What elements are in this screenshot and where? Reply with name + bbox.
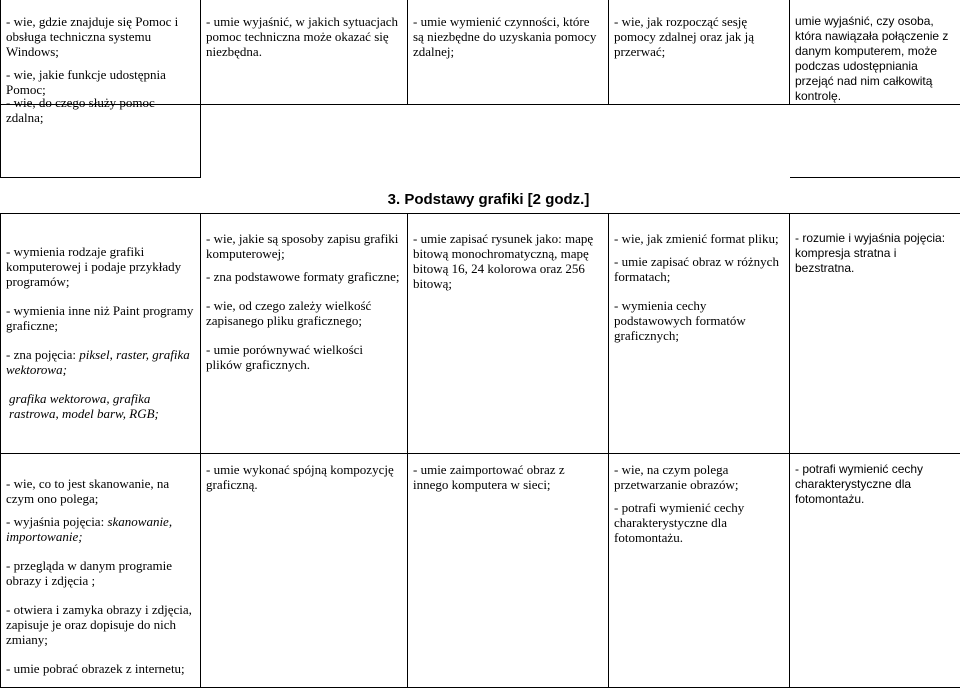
requirement-text: - wie, na czym polega przetwarzanie obrazów; — [614, 462, 784, 492]
requirement-text: - wie, gdzie znajduje się Pomoc i obsługa techniczna systemu Windows; — [6, 14, 195, 59]
requirement-text: - wie, jakie funkcje udostępnia Pomoc; — [6, 67, 195, 97]
table-cell-full — [609, 214, 790, 454]
requirement-text: - wie, jakie są sposoby zapisu grafiki komputerowej; — [206, 231, 402, 261]
empty-cell — [408, 87, 609, 177]
requirement-text: - wyjaśnia pojęcia: skanowanie, importowanie; — [6, 514, 195, 544]
requirement-text: - umie zapisać obraz w różnych formatach; — [614, 254, 784, 284]
requirement-text: - wie, jak zmienić format pliku; — [614, 231, 784, 246]
table-cell-intermediate — [201, 214, 408, 454]
requirement-text: grafika wektorowa, grafika rastrowa, model barw, RGB; — [6, 391, 195, 421]
empty-cell — [790, 87, 960, 177]
table-cell-intermediate — [201, 454, 408, 688]
table-row — [1, 214, 960, 454]
empty-cell — [609, 87, 790, 177]
requirement-text: - wymienia cechy podstawowych formatów graficznych; — [614, 298, 784, 343]
requirement-text: - otwiera i zamyka obrazy i zdjęcia, zapisuje je oraz dopisuje do nich zmiany; — [6, 602, 195, 647]
table-cell-basic — [1, 454, 201, 688]
requirement-text: - wie, co to jest skanowanie, na czym ono polega; — [6, 476, 195, 506]
requirement-text: - umie zaimportować obraz z innego komputera w sieci; — [413, 462, 603, 492]
requirement-text: - umie porównywać wielkości plików graficznych. — [206, 342, 402, 372]
requirement-text: - umie zapisać rysunek jako: mapę bitową monochromatyczną, mapę bitową 16, 24 kolorowa oraz 256 bitową; — [413, 231, 603, 291]
requirement-text: umie wyjaśnić, czy osoba, która nawiązała połączenie z danym komputerem, może podczas udostępniania przejąć nad nim całkowitą kontrolę. — [795, 14, 955, 104]
table-cell-basic — [1, 87, 201, 177]
requirement-text: - rozumie i wyjaśnia pojęcia: kompresja stratna i bezstratna. — [795, 231, 955, 276]
requirements-table-scanning — [0, 453, 960, 688]
requirement-text: - zna podstawowe formaty graficzne; — [206, 269, 402, 284]
requirement-text: - przegląda w danym programie obrazy i zdjęcia ; — [6, 558, 195, 588]
empty-cell — [201, 87, 408, 177]
section-heading: 3. Podstawy grafiki [2 godz.] — [0, 192, 960, 207]
requirement-text: - potrafi wymienić cechy charakterystyczne dla fotomontażu. — [614, 500, 784, 545]
requirement-text: - umie wymienić czynności, które są niezbędne do uzyskania pomocy zdalnej; — [413, 14, 603, 59]
table-cell-extended — [408, 454, 609, 688]
requirement-text: - wie, od czego zależy wielkość zapisanego pliku graficznego; — [206, 298, 402, 328]
requirement-text: - wie, do czego służy pomoc zdalna; — [6, 95, 195, 125]
requirement-text: - wie, jak rozpocząć sesję pomocy zdalnej oraz jak ją przerwać; — [614, 14, 784, 59]
requirement-text: - wymienia inne niż Paint programy graficzne; — [6, 303, 195, 333]
table-row — [1, 454, 960, 688]
requirements-table-help-lower — [0, 87, 960, 178]
table-cell-excellent — [790, 214, 960, 454]
requirement-text: - umie wyjaśnić, w jakich sytuacjach pomoc techniczna może okazać się niezbędna. — [206, 14, 402, 59]
requirement-text: - umie wykonać spójną kompozycję graficzną. — [206, 462, 402, 492]
requirement-text: - zna pojęcia: piksel, raster, grafika wektorowa; — [6, 347, 195, 377]
table-cell-extended — [408, 214, 609, 454]
table-cell-basic — [1, 214, 201, 454]
requirement-text: - potrafi wymienić cechy charakterystyczne dla fotomontażu. — [795, 462, 955, 507]
requirements-table-graphics — [0, 213, 960, 454]
requirement-text: - wymienia rodzaje grafiki komputerowej i podaje przykłady programów; — [6, 244, 195, 289]
requirement-text: - umie pobrać obrazek z internetu; — [6, 661, 195, 676]
table-cell-full — [609, 454, 790, 688]
table-cell-excellent — [790, 454, 960, 688]
table-row — [1, 87, 960, 177]
